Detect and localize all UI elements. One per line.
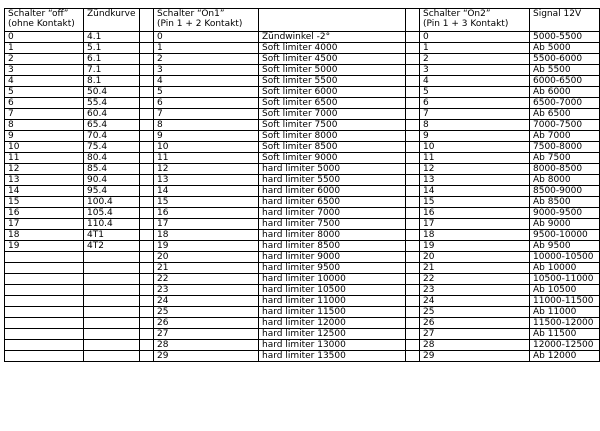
cell-on1-function: Soft limiter 4500 <box>259 54 406 65</box>
cell-on2-position: 10 <box>420 142 530 153</box>
cell-on1-function: Soft limiter 6000 <box>259 87 406 98</box>
cell-zuendkurve: 55.4 <box>84 98 140 109</box>
cell-off-position: 3 <box>5 65 84 76</box>
cell-signal-12v: Ab 6000 <box>530 87 600 98</box>
cell-on2-position: 26 <box>420 318 530 329</box>
cell-signal-12v: 7500-8000 <box>530 142 600 153</box>
cell-signal-12v: 8000-8500 <box>530 164 600 175</box>
cell-on2-position: 23 <box>420 285 530 296</box>
cell-signal-12v: 10000-10500 <box>530 252 600 263</box>
cell-on1-function: Soft limiter 7500 <box>259 120 406 131</box>
cell-signal-12v: 12000-12500 <box>530 340 600 351</box>
cell-spacer-b <box>406 197 420 208</box>
cell-off-position <box>5 318 84 329</box>
table-row <box>5 120 600 131</box>
cell-signal-12v: Ab 5000 <box>530 43 600 54</box>
cell-spacer-a <box>140 65 154 76</box>
cell-on1-function: Soft limiter 8500 <box>259 142 406 153</box>
cell-off-position: 7 <box>5 109 84 120</box>
cell-spacer-b <box>406 164 420 175</box>
cell-signal-12v: Ab 6500 <box>530 109 600 120</box>
cell-on1-function: hard limiter 7000 <box>259 208 406 219</box>
cell-zuendkurve: 65.4 <box>84 120 140 131</box>
cell-off-position: 19 <box>5 241 84 252</box>
cell-zuendkurve: 7.1 <box>84 65 140 76</box>
cell-on2-position: 0 <box>420 32 530 43</box>
cell-on1-position: 14 <box>154 186 259 197</box>
cell-off-position: 18 <box>5 230 84 241</box>
cell-spacer-b <box>406 208 420 219</box>
cell-on2-position: 20 <box>420 252 530 263</box>
cell-on2-position: 2 <box>420 54 530 65</box>
cell-signal-12v: Ab 5500 <box>530 65 600 76</box>
table-row <box>5 351 600 362</box>
cell-on1-function: Soft limiter 6500 <box>259 98 406 109</box>
cell-on1-function: hard limiter 10000 <box>259 274 406 285</box>
cell-on1-position: 22 <box>154 274 259 285</box>
cell-off-position <box>5 274 84 285</box>
table-row <box>5 329 600 340</box>
cell-on1-function: hard limiter 13000 <box>259 340 406 351</box>
cell-on1-position: 4 <box>154 76 259 87</box>
cell-off-position <box>5 285 84 296</box>
cell-zuendkurve <box>84 351 140 362</box>
cell-spacer-b <box>406 175 420 186</box>
cell-zuendkurve: 95.4 <box>84 186 140 197</box>
cell-on1-position: 11 <box>154 153 259 164</box>
cell-on1-position: 28 <box>154 340 259 351</box>
cell-zuendkurve: 4T2 <box>84 241 140 252</box>
cell-zuendkurve: 100.4 <box>84 197 140 208</box>
header-on2-position: Schalter “On2” (Pin 1 + 3 Kontakt) <box>420 9 530 32</box>
cell-spacer-a <box>140 98 154 109</box>
cell-on2-position: 12 <box>420 164 530 175</box>
cell-on1-function: hard limiter 12000 <box>259 318 406 329</box>
cell-spacer-a <box>140 263 154 274</box>
table-row <box>5 296 600 307</box>
cell-on2-position: 22 <box>420 274 530 285</box>
cell-on2-position: 17 <box>420 219 530 230</box>
header-on1-function <box>259 9 406 32</box>
header-signal-12v: Signal 12V <box>530 9 600 32</box>
settings-table <box>4 8 600 362</box>
cell-spacer-a <box>140 87 154 98</box>
header-spacer-a <box>140 9 154 32</box>
cell-on1-position: 3 <box>154 65 259 76</box>
cell-spacer-a <box>140 197 154 208</box>
table-row <box>5 307 600 318</box>
cell-off-position: 14 <box>5 186 84 197</box>
table-row <box>5 252 600 263</box>
cell-zuendkurve: 4.1 <box>84 32 140 43</box>
cell-off-position <box>5 307 84 318</box>
cell-spacer-b <box>406 329 420 340</box>
cell-zuendkurve: 60.4 <box>84 109 140 120</box>
cell-spacer-b <box>406 263 420 274</box>
cell-on1-position: 24 <box>154 296 259 307</box>
cell-on1-position: 6 <box>154 98 259 109</box>
cell-zuendkurve: 5.1 <box>84 43 140 54</box>
cell-on2-position: 19 <box>420 241 530 252</box>
cell-zuendkurve: 110.4 <box>84 219 140 230</box>
cell-zuendkurve <box>84 252 140 263</box>
table-row <box>5 109 600 120</box>
cell-on2-position: 4 <box>420 76 530 87</box>
cell-on1-position: 15 <box>154 197 259 208</box>
cell-on2-position: 11 <box>420 153 530 164</box>
cell-spacer-a <box>140 120 154 131</box>
cell-on1-position: 17 <box>154 219 259 230</box>
cell-on1-function: Soft limiter 5000 <box>259 65 406 76</box>
cell-spacer-b <box>406 285 420 296</box>
cell-on1-function: hard limiter 9000 <box>259 252 406 263</box>
table-row <box>5 197 600 208</box>
cell-zuendkurve: 80.4 <box>84 153 140 164</box>
cell-spacer-b <box>406 351 420 362</box>
cell-zuendkurve <box>84 263 140 274</box>
cell-on1-position: 16 <box>154 208 259 219</box>
table-row <box>5 32 600 43</box>
cell-zuendkurve <box>84 329 140 340</box>
cell-spacer-a <box>140 175 154 186</box>
cell-on2-position: 25 <box>420 307 530 318</box>
cell-spacer-b <box>406 98 420 109</box>
table-row <box>5 340 600 351</box>
cell-spacer-b <box>406 252 420 263</box>
cell-signal-12v: 5000-5500 <box>530 32 600 43</box>
cell-signal-12v: Ab 12000 <box>530 351 600 362</box>
cell-on1-function: Zündwinkel -2° <box>259 32 406 43</box>
cell-spacer-a <box>140 164 154 175</box>
cell-on1-position: 29 <box>154 351 259 362</box>
cell-spacer-a <box>140 43 154 54</box>
cell-off-position: 10 <box>5 142 84 153</box>
cell-zuendkurve: 6.1 <box>84 54 140 65</box>
cell-on2-position: 29 <box>420 351 530 362</box>
cell-signal-12v: Ab 8000 <box>530 175 600 186</box>
cell-on1-position: 23 <box>154 285 259 296</box>
cell-zuendkurve: 70.4 <box>84 131 140 142</box>
cell-on1-position: 10 <box>154 142 259 153</box>
cell-spacer-a <box>140 340 154 351</box>
cell-on2-position: 3 <box>420 65 530 76</box>
cell-spacer-a <box>140 76 154 87</box>
cell-spacer-b <box>406 54 420 65</box>
cell-signal-12v: 7000-7500 <box>530 120 600 131</box>
cell-on1-position: 25 <box>154 307 259 318</box>
cell-on1-position: 7 <box>154 109 259 120</box>
cell-zuendkurve: 50.4 <box>84 87 140 98</box>
cell-on1-position: 18 <box>154 230 259 241</box>
table-row <box>5 54 600 65</box>
cell-on2-position: 14 <box>420 186 530 197</box>
cell-signal-12v: 11500-12000 <box>530 318 600 329</box>
cell-spacer-b <box>406 186 420 197</box>
cell-spacer-b <box>406 65 420 76</box>
cell-off-position <box>5 329 84 340</box>
cell-off-position: 11 <box>5 153 84 164</box>
cell-on1-position: 2 <box>154 54 259 65</box>
cell-zuendkurve: 90.4 <box>84 175 140 186</box>
cell-signal-12v: 5500-6000 <box>530 54 600 65</box>
cell-on2-position: 6 <box>420 98 530 109</box>
cell-on1-function: hard limiter 7500 <box>259 219 406 230</box>
cell-spacer-a <box>140 109 154 120</box>
cell-off-position <box>5 351 84 362</box>
cell-spacer-b <box>406 153 420 164</box>
cell-zuendkurve: 85.4 <box>84 164 140 175</box>
cell-on1-function: Soft limiter 9000 <box>259 153 406 164</box>
cell-spacer-a <box>140 186 154 197</box>
cell-on1-position: 12 <box>154 164 259 175</box>
cell-spacer-b <box>406 32 420 43</box>
cell-on1-position: 21 <box>154 263 259 274</box>
cell-on1-position: 20 <box>154 252 259 263</box>
cell-spacer-a <box>140 131 154 142</box>
cell-off-position <box>5 252 84 263</box>
cell-on1-function: hard limiter 12500 <box>259 329 406 340</box>
cell-on1-position: 0 <box>154 32 259 43</box>
cell-on1-function: hard limiter 11500 <box>259 307 406 318</box>
cell-on2-position: 13 <box>420 175 530 186</box>
header-zuendkurve: Zündkurve <box>84 9 140 32</box>
cell-spacer-b <box>406 120 420 131</box>
cell-zuendkurve <box>84 274 140 285</box>
cell-signal-12v: Ab 11500 <box>530 329 600 340</box>
cell-spacer-a <box>140 241 154 252</box>
cell-zuendkurve: 8.1 <box>84 76 140 87</box>
cell-on2-position: 15 <box>420 197 530 208</box>
cell-spacer-b <box>406 43 420 54</box>
table-row <box>5 230 600 241</box>
cell-off-position <box>5 263 84 274</box>
header-spacer-b <box>406 9 420 32</box>
cell-on1-position: 9 <box>154 131 259 142</box>
cell-on1-function: Soft limiter 4000 <box>259 43 406 54</box>
cell-on1-position: 19 <box>154 241 259 252</box>
cell-on2-position: 7 <box>420 109 530 120</box>
table-row <box>5 87 600 98</box>
cell-off-position: 15 <box>5 197 84 208</box>
table-row <box>5 65 600 76</box>
cell-spacer-b <box>406 274 420 285</box>
cell-zuendkurve <box>84 318 140 329</box>
cell-spacer-a <box>140 274 154 285</box>
cell-zuendkurve: 105.4 <box>84 208 140 219</box>
cell-off-position: 5 <box>5 87 84 98</box>
cell-spacer-a <box>140 208 154 219</box>
cell-on1-function: Soft limiter 5500 <box>259 76 406 87</box>
cell-off-position: 8 <box>5 120 84 131</box>
table-row <box>5 208 600 219</box>
header-off-position: Schalter “off” (ohne Kontakt) <box>5 9 84 32</box>
cell-zuendkurve: 75.4 <box>84 142 140 153</box>
table-row <box>5 142 600 153</box>
table-row <box>5 153 600 164</box>
cell-off-position: 12 <box>5 164 84 175</box>
cell-signal-12v: 6000-6500 <box>530 76 600 87</box>
table-row <box>5 285 600 296</box>
table-row <box>5 76 600 87</box>
cell-on2-position: 21 <box>420 263 530 274</box>
cell-spacer-a <box>140 318 154 329</box>
cell-on1-function: hard limiter 11000 <box>259 296 406 307</box>
cell-signal-12v: Ab 7500 <box>530 153 600 164</box>
cell-signal-12v: 8500-9000 <box>530 186 600 197</box>
cell-on1-position: 26 <box>154 318 259 329</box>
table-row <box>5 241 600 252</box>
cell-spacer-b <box>406 296 420 307</box>
cell-zuendkurve <box>84 296 140 307</box>
cell-on1-function: hard limiter 5500 <box>259 175 406 186</box>
cell-on1-position: 27 <box>154 329 259 340</box>
cell-on1-position: 13 <box>154 175 259 186</box>
cell-on1-function: hard limiter 5000 <box>259 164 406 175</box>
cell-signal-12v: 9500-10000 <box>530 230 600 241</box>
cell-off-position: 0 <box>5 32 84 43</box>
cell-signal-12v: Ab 10000 <box>530 263 600 274</box>
cell-zuendkurve <box>84 307 140 318</box>
table-row <box>5 164 600 175</box>
cell-on1-function: hard limiter 6000 <box>259 186 406 197</box>
cell-on1-function: Soft limiter 7000 <box>259 109 406 120</box>
cell-spacer-a <box>140 252 154 263</box>
cell-on2-position: 18 <box>420 230 530 241</box>
cell-on1-function: hard limiter 8500 <box>259 241 406 252</box>
cell-off-position: 2 <box>5 54 84 65</box>
cell-spacer-a <box>140 329 154 340</box>
table-row <box>5 98 600 109</box>
table-row <box>5 274 600 285</box>
table-row <box>5 186 600 197</box>
cell-spacer-b <box>406 109 420 120</box>
cell-spacer-b <box>406 76 420 87</box>
cell-on2-position: 5 <box>420 87 530 98</box>
cell-spacer-a <box>140 296 154 307</box>
cell-spacer-b <box>406 142 420 153</box>
cell-on2-position: 27 <box>420 329 530 340</box>
cell-on1-function: hard limiter 10500 <box>259 285 406 296</box>
header-on1-position: Schalter “On1” (Pin 1 + 2 Kontakt) <box>154 9 259 32</box>
cell-on2-position: 28 <box>420 340 530 351</box>
cell-on2-position: 8 <box>420 120 530 131</box>
cell-spacer-b <box>406 230 420 241</box>
cell-off-position: 4 <box>5 76 84 87</box>
cell-signal-12v: Ab 10500 <box>530 285 600 296</box>
cell-spacer-a <box>140 285 154 296</box>
cell-signal-12v: 9000-9500 <box>530 208 600 219</box>
cell-spacer-a <box>140 32 154 43</box>
table-row <box>5 318 600 329</box>
cell-zuendkurve <box>84 285 140 296</box>
cell-spacer-b <box>406 340 420 351</box>
cell-signal-12v: 11000-11500 <box>530 296 600 307</box>
cell-spacer-b <box>406 241 420 252</box>
cell-on1-function: hard limiter 13500 <box>259 351 406 362</box>
table-row <box>5 131 600 142</box>
cell-on1-function: hard limiter 6500 <box>259 197 406 208</box>
cell-off-position: 1 <box>5 43 84 54</box>
table-row <box>5 175 600 186</box>
cell-spacer-b <box>406 87 420 98</box>
cell-on1-function: hard limiter 8000 <box>259 230 406 241</box>
cell-signal-12v: Ab 11000 <box>530 307 600 318</box>
cell-off-position: 9 <box>5 131 84 142</box>
cell-on1-position: 1 <box>154 43 259 54</box>
cell-spacer-b <box>406 318 420 329</box>
table-row <box>5 263 600 274</box>
cell-spacer-a <box>140 230 154 241</box>
cell-off-position <box>5 340 84 351</box>
cell-spacer-b <box>406 219 420 230</box>
cell-signal-12v: Ab 9500 <box>530 241 600 252</box>
cell-off-position <box>5 296 84 307</box>
cell-zuendkurve <box>84 340 140 351</box>
cell-off-position: 6 <box>5 98 84 109</box>
cell-signal-12v: 10500-11000 <box>530 274 600 285</box>
cell-signal-12v: Ab 7000 <box>530 131 600 142</box>
table-row <box>5 219 600 230</box>
cell-on2-position: 9 <box>420 131 530 142</box>
cell-spacer-a <box>140 351 154 362</box>
cell-spacer-a <box>140 142 154 153</box>
cell-signal-12v: Ab 8500 <box>530 197 600 208</box>
cell-signal-12v: Ab 9000 <box>530 219 600 230</box>
cell-spacer-a <box>140 219 154 230</box>
cell-on1-position: 8 <box>154 120 259 131</box>
cell-spacer-b <box>406 307 420 318</box>
cell-spacer-b <box>406 131 420 142</box>
cell-off-position: 13 <box>5 175 84 186</box>
cell-on1-position: 5 <box>154 87 259 98</box>
cell-on1-function: Soft limiter 8000 <box>259 131 406 142</box>
cell-spacer-a <box>140 307 154 318</box>
cell-on2-position: 16 <box>420 208 530 219</box>
cell-on2-position: 1 <box>420 43 530 54</box>
cell-on1-function: hard limiter 9500 <box>259 263 406 274</box>
cell-zuendkurve: 4T1 <box>84 230 140 241</box>
table-header-row <box>5 9 600 32</box>
cell-spacer-a <box>140 54 154 65</box>
cell-off-position: 16 <box>5 208 84 219</box>
table-row <box>5 43 600 54</box>
cell-signal-12v: 6500-7000 <box>530 98 600 109</box>
cell-off-position: 17 <box>5 219 84 230</box>
cell-on2-position: 24 <box>420 296 530 307</box>
cell-spacer-a <box>140 153 154 164</box>
